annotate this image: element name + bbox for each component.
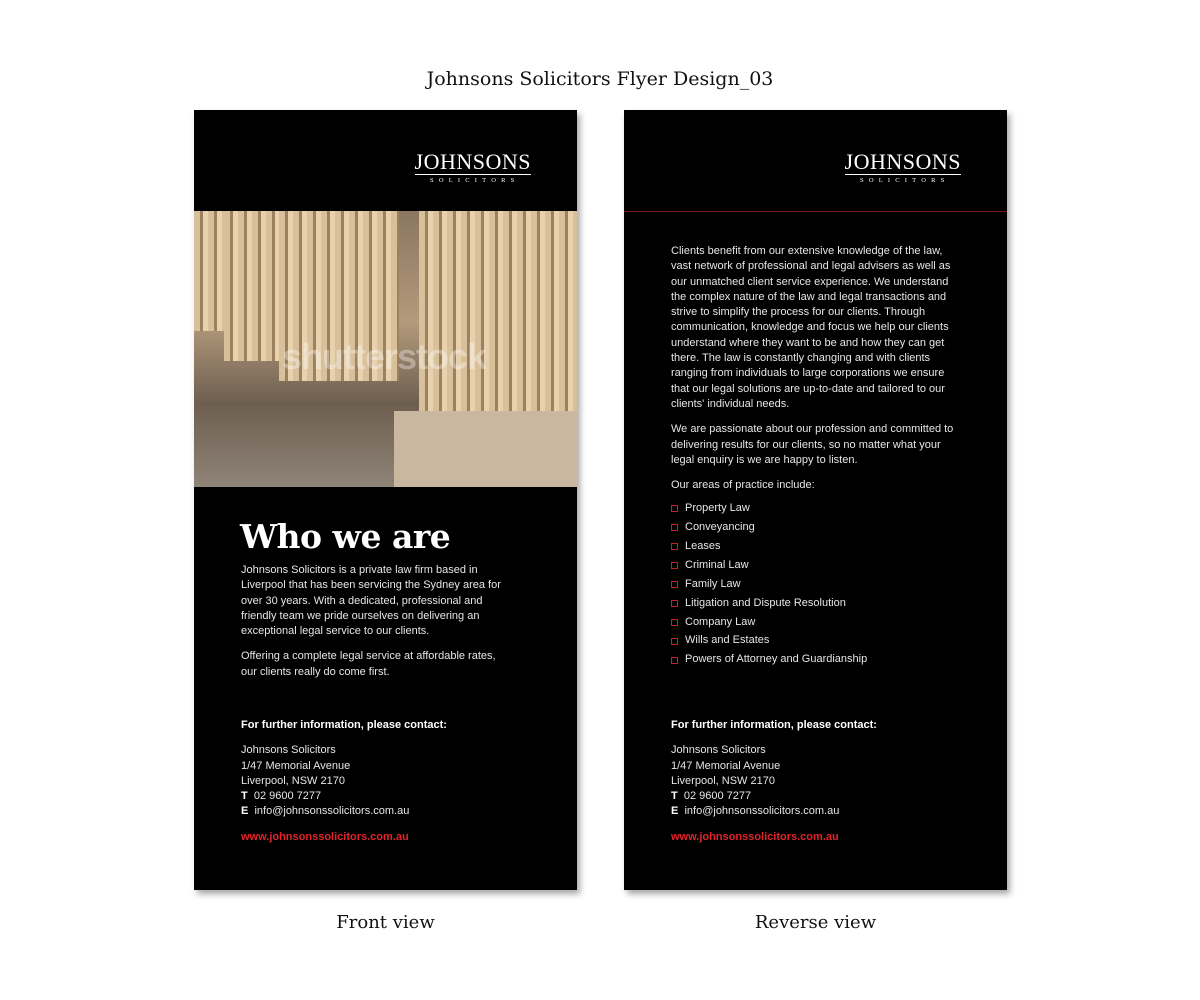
email-link[interactable]: info@johnsonssolicitors.com.au — [254, 805, 410, 818]
contact-address2: Liverpool, NSW 2170 — [671, 774, 775, 787]
logo-sub: SOLICITORS — [430, 177, 520, 184]
passion-paragraph: We are passionate about our profession and committed to delivering results for our clients, so no matter what your legal enquiry is we are happy to listen. — [671, 423, 954, 466]
checkbox-icon — [671, 543, 678, 550]
flyer-reverse — [624, 110, 1007, 890]
logo-sub: SOLICITORS — [860, 177, 950, 184]
list-item: Wills and Estates — [671, 632, 961, 651]
reverse-caption: Reverse view — [754, 912, 877, 933]
logo-name: JOHNSONS — [844, 149, 961, 174]
flyer-front — [194, 110, 577, 890]
logo — [415, 151, 531, 184]
contact-name: Johnsons Solicitors — [671, 744, 766, 757]
contact-address1: 1/47 Memorial Avenue — [241, 759, 351, 772]
list-item: Criminal Law — [671, 556, 961, 575]
practice-areas-list — [671, 499, 961, 669]
list-item: Property Law — [671, 499, 961, 518]
checkbox-icon — [671, 657, 678, 664]
checkbox-icon — [671, 619, 678, 626]
offer-paragraph: Offering a complete legal service at affordable rates, our clients really do come first. — [241, 650, 496, 678]
contact-heading: For further information, please contact: — [241, 719, 447, 731]
checkbox-icon — [671, 524, 678, 531]
checkbox-icon — [671, 505, 678, 512]
intro-paragraph: Johnsons Solicitors is a private law firm based in Liverpool that has been servicing the Sydney area for over 30 years. With a dedicated, professional and friendly team we pride ourselves on delivering an exceptional legal service to our clients. — [241, 564, 501, 638]
list-item: Company Law — [671, 613, 961, 632]
columns-photo — [194, 211, 577, 487]
phone: 02 9600 7277 — [683, 790, 752, 803]
contact-block — [671, 718, 971, 845]
list-item: Powers of Attorney and Guardianship — [671, 651, 961, 670]
logo — [845, 151, 961, 184]
contact-address1: 1/47 Memorial Avenue — [671, 759, 781, 772]
list-item: Family Law — [671, 575, 961, 594]
email-link[interactable]: info@johnsonssolicitors.com.au — [684, 805, 840, 818]
divider — [624, 211, 1007, 212]
phone-label: T — [671, 790, 678, 803]
list-item: Leases — [671, 537, 961, 556]
website-link[interactable]: www.johnsonssolicitors.com.au — [241, 830, 409, 843]
contact-address2: Liverpool, NSW 2170 — [241, 774, 345, 787]
watermark: shutterstock — [282, 336, 487, 377]
list-item: Conveyancing — [671, 518, 961, 537]
contact-name: Johnsons Solicitors — [241, 744, 336, 757]
logo-name: JOHNSONS — [414, 149, 531, 174]
who-we-are-heading: Who we are — [240, 517, 451, 556]
email-label: E — [241, 805, 249, 818]
list-item: Litigation and Dispute Resolution — [671, 594, 961, 613]
checkbox-icon — [671, 562, 678, 569]
areas-intro: Our areas of practice include: — [671, 479, 815, 492]
phone: 02 9600 7277 — [253, 790, 322, 803]
checkbox-icon — [671, 600, 678, 607]
website-link[interactable]: www.johnsonssolicitors.com.au — [671, 830, 839, 843]
email-label: E — [671, 805, 679, 818]
contact-heading: For further information, please contact: — [671, 719, 877, 731]
phone-label: T — [241, 790, 248, 803]
front-caption: Front view — [336, 912, 435, 933]
benefits-paragraph: Clients benefit from our extensive knowledge of the law, vast network of professional and legal advisers as well as our unmatched client service experience. We understand the complex nature of the law and legal transactions and strive to simplify the process for our clients. Through communication, knowledge and focus we help our clients understand where they want to be and how they can get there. The law is constantly changing and with clients ranging from individuals to large corporations we ensure that our legal solutions are up-to-date and tailored to our clients' individual needs. — [671, 245, 951, 410]
contact-block — [241, 718, 541, 845]
checkbox-icon — [671, 638, 678, 645]
checkbox-icon — [671, 581, 678, 588]
page-title: Johnsons Solicitors Flyer Design_03 — [426, 68, 774, 90]
